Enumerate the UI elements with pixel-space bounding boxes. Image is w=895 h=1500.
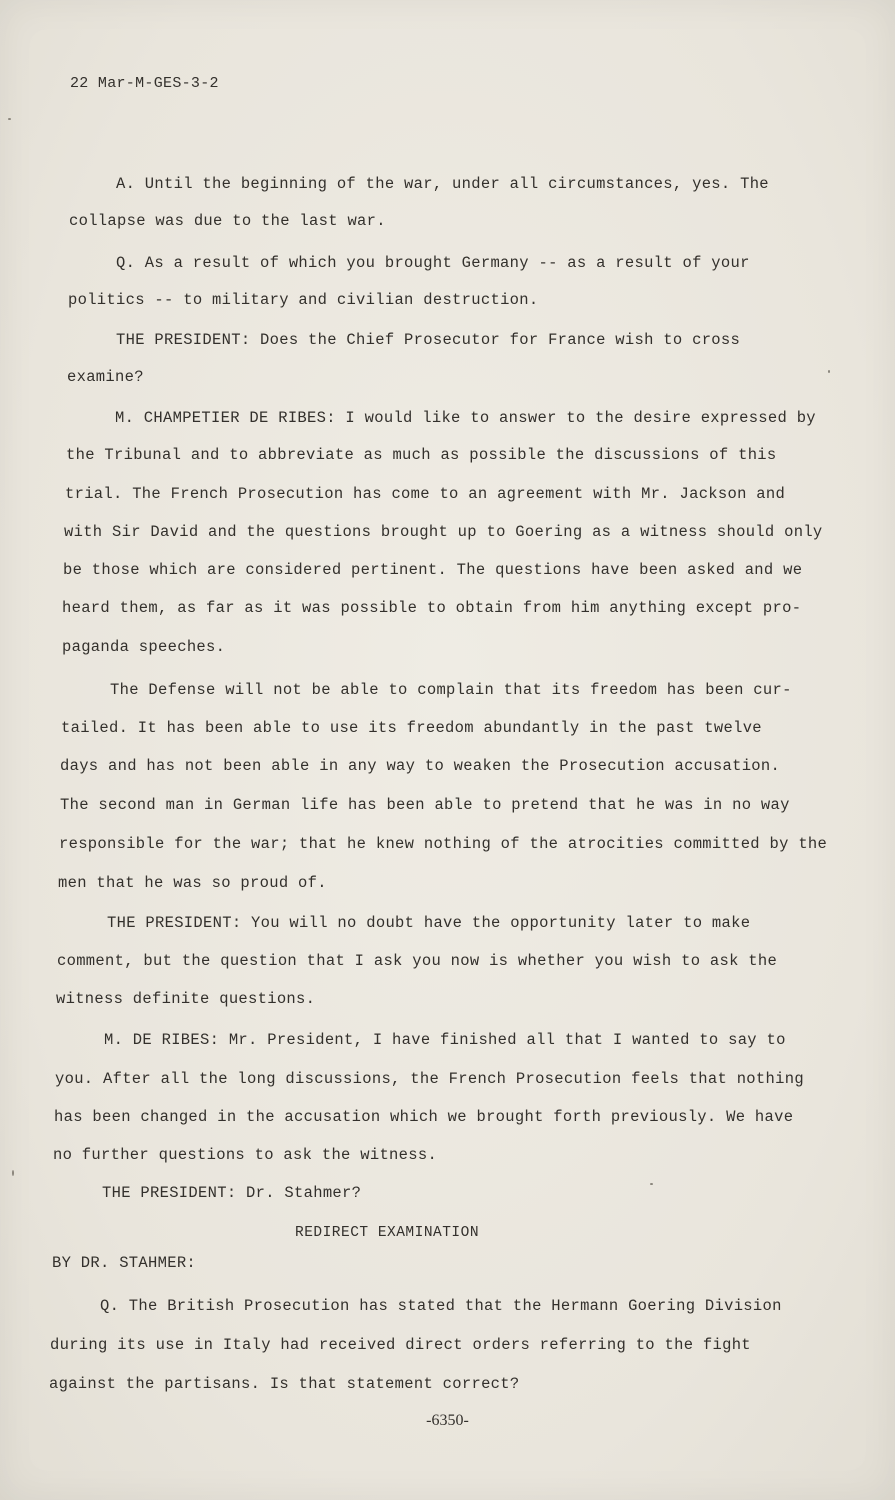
text-line: THE PRESIDENT: Does the Chief Prosecutor for France wish to cross xyxy=(116,331,741,349)
section-heading: REDIRECT EXAMINATION xyxy=(295,1225,480,1241)
text-line: Q. The British Prosecution has stated that the Hermann Goering Division xyxy=(100,1297,782,1315)
text-line: comment, but the question that I ask you now is whether you wish to ask the xyxy=(57,952,778,970)
document-id: 22 Mar-M-GES-3-2 xyxy=(70,75,219,92)
text-line: men that he was so proud of. xyxy=(58,874,327,892)
text-line: against the partisans. Is that statement correct? xyxy=(49,1375,520,1393)
text-line: has been changed in the accusation which we brought forth previously. We have xyxy=(54,1108,794,1126)
paper-speck xyxy=(12,1170,14,1176)
text-line: responsible for the war; that he knew nothing of the atrocities committed by the xyxy=(59,835,828,853)
text-line: THE PRESIDENT: You will no doubt have the opportunity later to make xyxy=(107,914,751,932)
text-line: be those which are considered pertinent. The questions have been asked and we xyxy=(63,561,803,579)
text-line: Q. As a result of which you brought Germany -- as a result of your xyxy=(116,254,750,272)
text-line: politics -- to military and civilian destruction. xyxy=(68,291,539,309)
text-line: during its use in Italy had received direct orders referring to the fight xyxy=(50,1336,751,1354)
text-line: trial. The French Prosecution has come to an agreement with Mr. Jackson and xyxy=(65,485,786,503)
text-line: you. After all the long discussions, the French Prosecution feels that nothing xyxy=(55,1070,804,1088)
paper-speck xyxy=(8,118,11,120)
paper-speck xyxy=(650,1183,653,1185)
text-line: with Sir David and the questions brought up to Goering as a witness should only xyxy=(64,523,823,541)
text-line: no further questions to ask the witness. xyxy=(53,1146,438,1164)
page-number: -6350- xyxy=(426,1412,469,1429)
text-line: The second man in German life has been able to pretend that he was in no way xyxy=(60,796,790,814)
text-line: tailed. It has been able to use its freedom abundantly in the past twelve xyxy=(61,719,762,737)
text-line: days and has not been able in any way to weaken the Prosecution accusation. xyxy=(60,757,781,775)
text-line: heard them, as far as it was possible to obtain from him anything except pro- xyxy=(62,599,802,617)
text-line: The Defense will not be able to complain that its freedom has been cur- xyxy=(110,681,792,699)
text-line: BY DR. STAHMER: xyxy=(52,1254,197,1272)
text-line: collapse was due to the last war. xyxy=(69,212,386,230)
text-line: A. Until the beginning of the war, under all circumstances, yes. The xyxy=(116,175,769,193)
text-line: examine? xyxy=(67,368,144,386)
text-line: paganda speeches. xyxy=(62,638,226,656)
paper-speck xyxy=(828,370,830,373)
text-line: M. DE RIBES: Mr. President, I have finished all that I wanted to say to xyxy=(104,1031,786,1049)
text-line: M. CHAMPETIER DE RIBES: I would like to answer to the desire expressed by xyxy=(115,409,816,427)
text-line: the Tribunal and to abbreviate as much as possible the discussions of this xyxy=(66,446,777,464)
text-line: witness definite questions. xyxy=(56,990,316,1008)
text-line: THE PRESIDENT: Dr. Stahmer? xyxy=(102,1184,362,1202)
